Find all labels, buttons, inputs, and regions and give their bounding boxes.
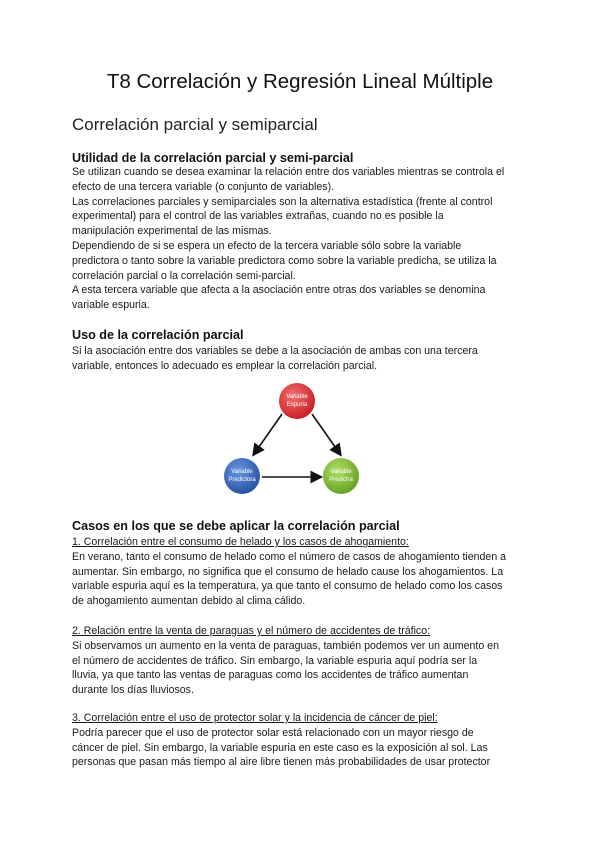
- text-line: correlación parcial o la correlación semi-parcial.: [72, 269, 296, 282]
- text-line: Las correlaciones parciales y semiparciales son la alternativa estadística (frente al control: [72, 195, 493, 208]
- heading-utilidad: Utilidad de la correlación parcial y semi-parcial: [72, 151, 354, 165]
- case-3: [72, 711, 532, 770]
- case-title: 2. Relación entre la venta de paraguas y el número de accidentes de tráfico:: [72, 625, 431, 637]
- text-line: aumentar. Sin embargo, no significa que el consumo de helado cause los ahogamientos. La: [72, 565, 504, 578]
- text-line: personas que pasan más tiempo al aire libre tienen más probabilidades de usar protector: [72, 756, 491, 769]
- case-2: [72, 624, 532, 698]
- case-title: 1. Correlación entre el consumo de helado y los casos de ahogamiento:: [72, 536, 409, 548]
- text-line: variable espuria aquí es la temperatura, ya que tanto el consumo de helado como los casos: [72, 580, 503, 593]
- case-title: 3. Correlación entre el uso de protector solar y la incidencia de cáncer de piel:: [72, 712, 438, 724]
- text-line: Dependiendo de si se espera un efecto de la tercera variable sólo sobre la variable: [72, 239, 462, 252]
- text-line: variable, entonces lo adecuado es emplear la correlación parcial.: [72, 359, 378, 372]
- text-line: Se utilizan cuando se desea examinar la relación entre dos variables mientras se controla el: [72, 166, 505, 178]
- text-line: variable espuria.: [72, 299, 150, 312]
- text-line: cáncer de piel. Sin embargo, la variable espuria en este caso es la exposición al sol. Las: [72, 741, 488, 754]
- text-line: durante los días lluviosos.: [72, 684, 194, 697]
- case-1: [72, 535, 532, 609]
- node-label: Variable: [330, 469, 352, 475]
- text-line: efecto de una tercera variable (o conjunto de variables).: [72, 180, 335, 193]
- text-line: En verano, tanto el consumo de helado como el número de casos de ahogamiento tienden a: [72, 550, 507, 563]
- heading-casos: Casos en los que se debe aplicar la correlación parcial: [72, 519, 400, 533]
- text-line: experimental) para el control de las variables extrañas, cuando no es posible la: [72, 210, 444, 223]
- text-line: lluvia, ya que tanto las ventas de paraguas como los accidentes de tráfico aumentan: [72, 669, 469, 682]
- node-label: Predictora: [228, 477, 256, 483]
- node-label: Predicha: [329, 477, 353, 483]
- paragraph-uso: [72, 344, 532, 374]
- heading-uso: Uso de la correlación parcial: [72, 328, 244, 342]
- text-line: manipulación experimental de las mismas.: [72, 225, 272, 238]
- spurious-variable-diagram: [222, 382, 372, 502]
- text-line: A esta tercera variable que afecta a la asociación entre otras dos variables se denomina: [72, 284, 486, 297]
- page-title: T8 Correlación y Regresión Lineal Múltiple: [106, 70, 494, 93]
- arrow-spuria-to-predicha: [312, 414, 340, 454]
- text-line: Podría parecer que el uso de protector solar está relacionado con un mayor riesgo de: [72, 726, 474, 739]
- text-line: de ahogamiento aumentan debido al clima cálido.: [72, 595, 306, 608]
- node-variable-predicha: [323, 458, 359, 494]
- section-subtitle: Correlación parcial y semiparcial: [72, 115, 318, 134]
- node-label: Espuria: [286, 402, 308, 408]
- arrow-spuria-to-predictora: [254, 414, 282, 454]
- node-label: Variable: [286, 394, 308, 400]
- text-line: Si la asociación entre dos variables se debe a la asociación de ambas con una tercera: [72, 345, 478, 357]
- node-label: Variable: [231, 469, 253, 475]
- paragraph-utilidad: [72, 165, 532, 313]
- node-variable-predictora: [224, 458, 260, 494]
- text-line: predictora o tanto sobre la variable predictora como sobre la variable predicha, se utiliza la: [72, 254, 497, 267]
- text-line: Si observamos un aumento en la venta de paraguas, también podemos ver un aumento en: [72, 639, 499, 652]
- text-line: el número de accidentes de tráfico. Sin embargo, la variable espuria aquí podría ser la: [72, 654, 478, 667]
- node-variable-espuria: [279, 383, 315, 419]
